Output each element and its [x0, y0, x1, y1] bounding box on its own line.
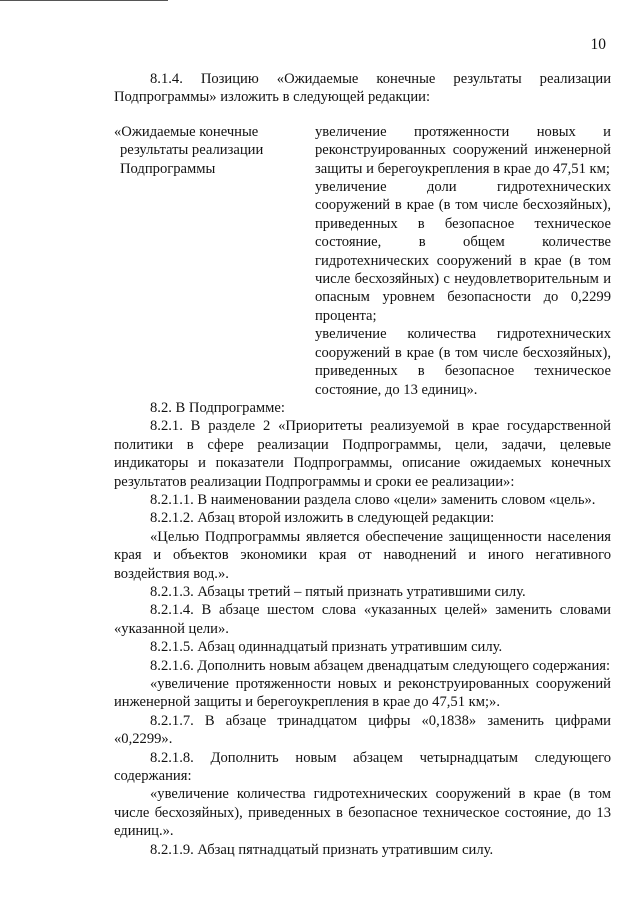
paragraph-8-2-1-8: 8.2.1.8. Дополнить новым абзацем четырнадцатым следующего содержания: — [114, 749, 611, 785]
paragraph-8-2-1-1: 8.2.1.1. В наименовании раздела слово «цели» заменить словом «цель». — [150, 491, 596, 508]
page-number: 10 — [590, 36, 606, 53]
paragraph-8-2-1-9: 8.2.1.9. Абзац пятнадцатый признать утратившим силу. — [150, 841, 494, 858]
paragraph-8-2-1-3: 8.2.1.3. Абзацы третий – пятый признать утратившими силу. — [150, 583, 526, 600]
result-item-protection-length: увеличение протяженности новых и реконструированных сооружений инженерной защиты и берегоукрепления в крае до 47,51 км; — [315, 123, 611, 177]
quoted-structures-paragraph: «увеличение количества гидротехнических сооружений в крае (в том числе бесхозяйных), приведенных в безопасное техническое состояние, до 13 единиц.». — [114, 786, 611, 840]
quoted-protection-paragraph: «увеличение протяженности новых и реконструированных сооружений инженерной защиты и берегоукрепления в крае до 47,51 км;». — [114, 676, 611, 711]
paragraph-8-2-1-2: 8.2.1.2. Абзац второй изложить в следующей редакции: — [150, 510, 495, 527]
paragraph-8-2-1-4: 8.2.1.4. В абзаце шестом слова «указанных целей» заменить словами «указанной цели». — [114, 602, 611, 637]
position-value-cell — [315, 123, 611, 399]
result-item-structures-count: увеличение количества гидротехнических сооружений в крае (в том числе бесхозяйных), приведенных в безопасное техническое состояние, до 13 единиц». — [315, 326, 611, 398]
document-body — [114, 70, 611, 859]
quoted-goal-paragraph: «Целью Подпрограммы является обеспечение защищенности населения края и объектов экономики края от наводнений и иного негативного воздействия вод.». — [114, 528, 611, 582]
paragraph-8-2: 8.2. В Подпрограмме: — [150, 399, 285, 416]
position-name-line-2: результаты реализации — [120, 142, 264, 159]
paragraph-8-2-1-6: 8.2.1.6. Дополнить новым абзацем двенадцатым следующего содержания: — [150, 657, 611, 674]
position-table — [114, 123, 611, 399]
position-name-cell — [114, 123, 315, 399]
paragraph-8-2-1-7: 8.2.1.7. В абзаце тринадцатом цифры «0,1838» заменить цифрами «0,2299». — [114, 712, 611, 748]
top-rule — [0, 0, 168, 1]
position-name-line-3: Подпрограммы — [120, 160, 216, 177]
paragraph-8-1-4: 8.1.4. Позицию «Ожидаемые конечные результаты реализации Подпрограммы» изложить в следующей редакции: — [114, 71, 611, 106]
position-name-line-1: «Ожидаемые конечные — [114, 123, 259, 140]
paragraph-8-2-1-5: 8.2.1.5. Абзац одиннадцатый признать утратившим силу. — [150, 639, 503, 656]
paragraph-8-2-1: 8.2.1. В разделе 2 «Приоритеты реализуемой в крае государственной политики в сфере реализации Подпрограммы, цели, задачи, целевые индикаторы и показатели Подпрограммы, описание ожидаемых конечных результатов реализации Подпрограммы и сроки ее реализации»: — [114, 418, 611, 490]
result-item-structures-share: увеличение доли гидротехнических сооружений в крае (в том числе бесхозяйных), приведенных в безопасное техническое состояние, в общем количестве гидротехнических сооружений в крае (в том числе бесхозяйных) с неудовлетворительным и опасным уровнем безопасности до 0,2299 процента; — [315, 179, 611, 324]
